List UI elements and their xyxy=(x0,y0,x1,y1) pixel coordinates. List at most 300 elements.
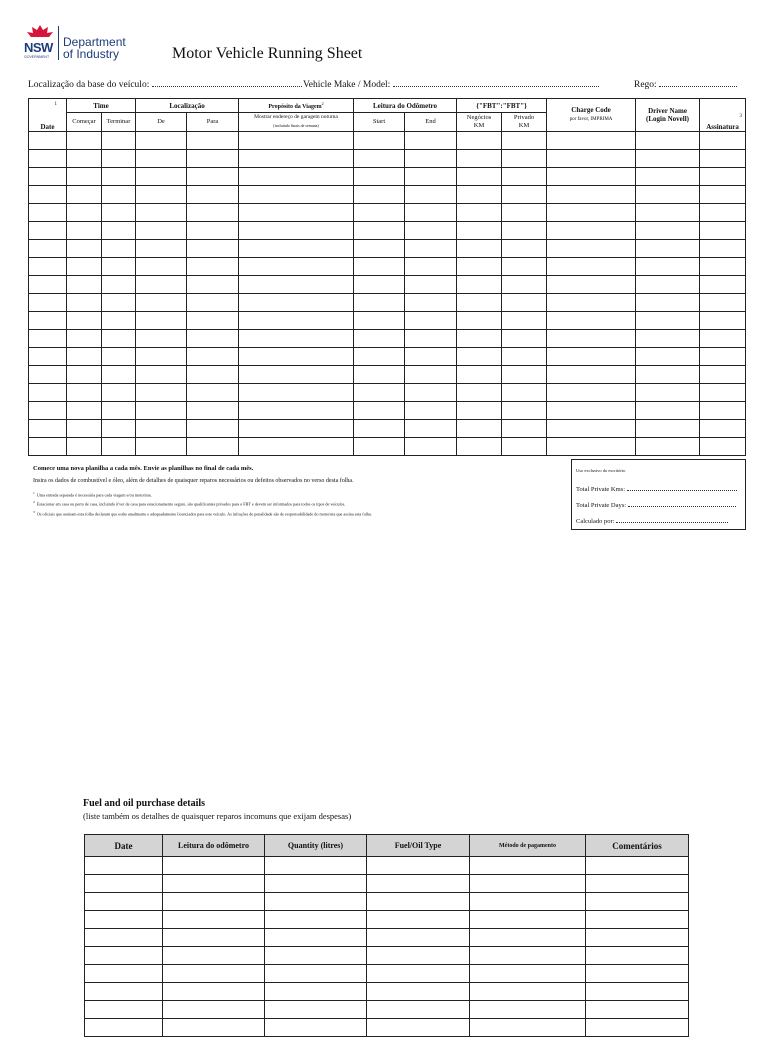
entry-cell[interactable] xyxy=(502,420,547,438)
entry-cell[interactable] xyxy=(29,276,67,294)
entry-cell[interactable] xyxy=(265,929,367,947)
entry-cell[interactable] xyxy=(636,402,700,420)
entry-cell[interactable] xyxy=(85,965,163,983)
entry-cell[interactable] xyxy=(239,276,354,294)
entry-cell[interactable] xyxy=(67,438,102,456)
entry-cell[interactable] xyxy=(405,348,457,366)
entry-cell[interactable] xyxy=(502,132,547,150)
entry-cell[interactable] xyxy=(367,983,470,1001)
entry-cell[interactable] xyxy=(102,168,136,186)
entry-cell[interactable] xyxy=(85,893,163,911)
entry-cell[interactable] xyxy=(67,276,102,294)
entry-cell[interactable] xyxy=(457,294,502,312)
entry-cell[interactable] xyxy=(457,276,502,294)
entry-cell[interactable] xyxy=(636,258,700,276)
entry-cell[interactable] xyxy=(265,965,367,983)
entry-cell[interactable] xyxy=(700,258,746,276)
entry-cell[interactable] xyxy=(187,330,239,348)
entry-cell[interactable] xyxy=(586,1001,689,1019)
total-private-kms-field[interactable]: Total Private Kms: xyxy=(576,484,737,493)
entry-cell[interactable] xyxy=(367,875,470,893)
entry-cell[interactable] xyxy=(547,222,636,240)
entry-cell[interactable] xyxy=(67,150,102,168)
entry-cell[interactable] xyxy=(136,258,187,276)
entry-cell[interactable] xyxy=(636,240,700,258)
entry-cell[interactable] xyxy=(29,132,67,150)
entry-cell[interactable] xyxy=(265,911,367,929)
entry-cell[interactable] xyxy=(187,222,239,240)
entry-cell[interactable] xyxy=(502,330,547,348)
entry-cell[interactable] xyxy=(457,402,502,420)
entry-cell[interactable] xyxy=(29,294,67,312)
entry-cell[interactable] xyxy=(102,150,136,168)
entry-cell[interactable] xyxy=(67,384,102,402)
entry-cell[interactable] xyxy=(85,947,163,965)
entry-cell[interactable] xyxy=(187,312,239,330)
entry-cell[interactable] xyxy=(136,384,187,402)
entry-cell[interactable] xyxy=(102,312,136,330)
entry-cell[interactable] xyxy=(67,186,102,204)
entry-cell[interactable] xyxy=(354,276,405,294)
entry-cell[interactable] xyxy=(354,348,405,366)
entry-cell[interactable] xyxy=(239,438,354,456)
entry-cell[interactable] xyxy=(85,857,163,875)
entry-cell[interactable] xyxy=(700,150,746,168)
entry-cell[interactable] xyxy=(239,402,354,420)
entry-cell[interactable] xyxy=(457,204,502,222)
entry-cell[interactable] xyxy=(265,893,367,911)
entry-cell[interactable] xyxy=(470,929,586,947)
entry-cell[interactable] xyxy=(700,294,746,312)
entry-cell[interactable] xyxy=(457,150,502,168)
entry-cell[interactable] xyxy=(29,330,67,348)
entry-cell[interactable] xyxy=(547,384,636,402)
vehicle-location-blank[interactable] xyxy=(152,78,302,87)
entry-cell[interactable] xyxy=(502,258,547,276)
entry-cell[interactable] xyxy=(405,384,457,402)
entry-cell[interactable] xyxy=(163,965,265,983)
entry-cell[interactable] xyxy=(457,348,502,366)
entry-cell[interactable] xyxy=(29,204,67,222)
entry-cell[interactable] xyxy=(67,240,102,258)
entry-cell[interactable] xyxy=(67,420,102,438)
entry-cell[interactable] xyxy=(700,438,746,456)
entry-cell[interactable] xyxy=(586,947,689,965)
entry-cell[interactable] xyxy=(102,438,136,456)
entry-cell[interactable] xyxy=(636,204,700,222)
entry-cell[interactable] xyxy=(502,150,547,168)
entry-cell[interactable] xyxy=(405,312,457,330)
entry-cell[interactable] xyxy=(163,875,265,893)
entry-cell[interactable] xyxy=(136,204,187,222)
entry-cell[interactable] xyxy=(136,276,187,294)
entry-cell[interactable] xyxy=(85,911,163,929)
entry-cell[interactable] xyxy=(265,947,367,965)
entry-cell[interactable] xyxy=(29,420,67,438)
entry-cell[interactable] xyxy=(67,258,102,276)
entry-cell[interactable] xyxy=(67,366,102,384)
entry-cell[interactable] xyxy=(102,222,136,240)
entry-cell[interactable] xyxy=(502,366,547,384)
entry-cell[interactable] xyxy=(470,1001,586,1019)
entry-cell[interactable] xyxy=(187,402,239,420)
entry-cell[interactable] xyxy=(136,330,187,348)
entry-cell[interactable] xyxy=(636,150,700,168)
entry-cell[interactable] xyxy=(547,150,636,168)
entry-cell[interactable] xyxy=(700,186,746,204)
entry-cell[interactable] xyxy=(67,168,102,186)
entry-cell[interactable] xyxy=(700,420,746,438)
entry-cell[interactable] xyxy=(547,366,636,384)
entry-cell[interactable] xyxy=(239,132,354,150)
entry-cell[interactable] xyxy=(700,132,746,150)
entry-cell[interactable] xyxy=(136,438,187,456)
entry-cell[interactable] xyxy=(102,366,136,384)
entry-cell[interactable] xyxy=(636,186,700,204)
entry-cell[interactable] xyxy=(187,366,239,384)
entry-cell[interactable] xyxy=(136,348,187,366)
entry-cell[interactable] xyxy=(239,384,354,402)
entry-cell[interactable] xyxy=(502,402,547,420)
entry-cell[interactable] xyxy=(636,276,700,294)
entry-cell[interactable] xyxy=(405,258,457,276)
entry-cell[interactable] xyxy=(700,204,746,222)
entry-cell[interactable] xyxy=(29,240,67,258)
entry-cell[interactable] xyxy=(136,168,187,186)
entry-cell[interactable] xyxy=(265,983,367,1001)
entry-cell[interactable] xyxy=(136,366,187,384)
entry-cell[interactable] xyxy=(29,348,67,366)
entry-cell[interactable] xyxy=(239,294,354,312)
entry-cell[interactable] xyxy=(547,438,636,456)
entry-cell[interactable] xyxy=(636,438,700,456)
entry-cell[interactable] xyxy=(700,366,746,384)
entry-cell[interactable] xyxy=(470,965,586,983)
entry-cell[interactable] xyxy=(102,240,136,258)
entry-cell[interactable] xyxy=(67,348,102,366)
entry-cell[interactable] xyxy=(354,222,405,240)
entry-cell[interactable] xyxy=(136,132,187,150)
entry-cell[interactable] xyxy=(163,911,265,929)
calculated-by-field[interactable]: Calculado por: xyxy=(576,516,728,525)
entry-cell[interactable] xyxy=(457,186,502,204)
entry-cell[interactable] xyxy=(163,893,265,911)
entry-cell[interactable] xyxy=(67,294,102,312)
entry-cell[interactable] xyxy=(457,132,502,150)
entry-cell[interactable] xyxy=(102,330,136,348)
entry-cell[interactable] xyxy=(547,330,636,348)
entry-cell[interactable] xyxy=(354,240,405,258)
entry-cell[interactable] xyxy=(187,186,239,204)
entry-cell[interactable] xyxy=(354,132,405,150)
entry-cell[interactable] xyxy=(136,420,187,438)
entry-cell[interactable] xyxy=(700,222,746,240)
entry-cell[interactable] xyxy=(405,150,457,168)
entry-cell[interactable] xyxy=(405,276,457,294)
entry-cell[interactable] xyxy=(367,1001,470,1019)
entry-cell[interactable] xyxy=(29,384,67,402)
entry-cell[interactable] xyxy=(457,366,502,384)
entry-cell[interactable] xyxy=(700,402,746,420)
entry-cell[interactable] xyxy=(470,857,586,875)
entry-cell[interactable] xyxy=(239,186,354,204)
entry-cell[interactable] xyxy=(187,258,239,276)
entry-cell[interactable] xyxy=(354,150,405,168)
entry-cell[interactable] xyxy=(636,132,700,150)
entry-cell[interactable] xyxy=(636,222,700,240)
entry-cell[interactable] xyxy=(367,947,470,965)
entry-cell[interactable] xyxy=(636,420,700,438)
entry-cell[interactable] xyxy=(354,258,405,276)
entry-cell[interactable] xyxy=(102,276,136,294)
entry-cell[interactable] xyxy=(547,168,636,186)
entry-cell[interactable] xyxy=(502,276,547,294)
entry-cell[interactable] xyxy=(102,258,136,276)
entry-cell[interactable] xyxy=(457,420,502,438)
entry-cell[interactable] xyxy=(239,204,354,222)
entry-cell[interactable] xyxy=(29,366,67,384)
entry-cell[interactable] xyxy=(187,420,239,438)
entry-cell[interactable] xyxy=(586,857,689,875)
entry-cell[interactable] xyxy=(636,168,700,186)
vehicle-make-field[interactable] xyxy=(303,78,599,90)
entry-cell[interactable] xyxy=(405,132,457,150)
entry-cell[interactable] xyxy=(354,204,405,222)
entry-cell[interactable] xyxy=(67,132,102,150)
entry-cell[interactable] xyxy=(239,258,354,276)
vehicle-location-field[interactable] xyxy=(28,78,302,90)
entry-cell[interactable] xyxy=(502,438,547,456)
entry-cell[interactable] xyxy=(700,330,746,348)
entry-cell[interactable] xyxy=(29,438,67,456)
rego-blank[interactable] xyxy=(659,78,737,87)
rego-field[interactable] xyxy=(634,78,737,90)
entry-cell[interactable] xyxy=(102,384,136,402)
entry-cell[interactable] xyxy=(29,222,67,240)
entry-cell[interactable] xyxy=(700,312,746,330)
entry-cell[interactable] xyxy=(586,983,689,1001)
entry-cell[interactable] xyxy=(367,929,470,947)
entry-cell[interactable] xyxy=(405,294,457,312)
entry-cell[interactable] xyxy=(239,420,354,438)
entry-cell[interactable] xyxy=(405,222,457,240)
entry-cell[interactable] xyxy=(502,294,547,312)
entry-cell[interactable] xyxy=(405,402,457,420)
entry-cell[interactable] xyxy=(102,294,136,312)
entry-cell[interactable] xyxy=(700,168,746,186)
entry-cell[interactable] xyxy=(547,186,636,204)
entry-cell[interactable] xyxy=(367,965,470,983)
entry-cell[interactable] xyxy=(586,911,689,929)
entry-cell[interactable] xyxy=(586,1019,689,1037)
entry-cell[interactable] xyxy=(470,875,586,893)
entry-cell[interactable] xyxy=(547,294,636,312)
entry-cell[interactable] xyxy=(187,240,239,258)
entry-cell[interactable] xyxy=(470,983,586,1001)
entry-cell[interactable] xyxy=(85,1001,163,1019)
entry-cell[interactable] xyxy=(239,150,354,168)
entry-cell[interactable] xyxy=(636,384,700,402)
entry-cell[interactable] xyxy=(136,150,187,168)
entry-cell[interactable] xyxy=(29,150,67,168)
entry-cell[interactable] xyxy=(457,168,502,186)
entry-cell[interactable] xyxy=(470,893,586,911)
entry-cell[interactable] xyxy=(367,857,470,875)
entry-cell[interactable] xyxy=(405,240,457,258)
entry-cell[interactable] xyxy=(102,402,136,420)
entry-cell[interactable] xyxy=(29,168,67,186)
entry-cell[interactable] xyxy=(136,186,187,204)
total-private-days-field[interactable]: Total Private Days: xyxy=(576,500,736,509)
entry-cell[interactable] xyxy=(265,875,367,893)
entry-cell[interactable] xyxy=(547,420,636,438)
entry-cell[interactable] xyxy=(354,384,405,402)
entry-cell[interactable] xyxy=(502,240,547,258)
entry-cell[interactable] xyxy=(405,438,457,456)
entry-cell[interactable] xyxy=(67,330,102,348)
entry-cell[interactable] xyxy=(29,402,67,420)
entry-cell[interactable] xyxy=(102,204,136,222)
entry-cell[interactable] xyxy=(354,330,405,348)
entry-cell[interactable] xyxy=(547,276,636,294)
entry-cell[interactable] xyxy=(29,258,67,276)
entry-cell[interactable] xyxy=(405,330,457,348)
entry-cell[interactable] xyxy=(239,168,354,186)
entry-cell[interactable] xyxy=(547,258,636,276)
entry-cell[interactable] xyxy=(239,240,354,258)
entry-cell[interactable] xyxy=(239,330,354,348)
entry-cell[interactable] xyxy=(187,204,239,222)
entry-cell[interactable] xyxy=(102,348,136,366)
entry-cell[interactable] xyxy=(405,186,457,204)
entry-cell[interactable] xyxy=(187,132,239,150)
entry-cell[interactable] xyxy=(502,384,547,402)
entry-cell[interactable] xyxy=(405,420,457,438)
entry-cell[interactable] xyxy=(470,911,586,929)
entry-cell[interactable] xyxy=(457,222,502,240)
entry-cell[interactable] xyxy=(354,168,405,186)
entry-cell[interactable] xyxy=(547,132,636,150)
entry-cell[interactable] xyxy=(187,438,239,456)
entry-cell[interactable] xyxy=(187,384,239,402)
entry-cell[interactable] xyxy=(405,168,457,186)
entry-cell[interactable] xyxy=(586,965,689,983)
entry-cell[interactable] xyxy=(457,240,502,258)
entry-cell[interactable] xyxy=(265,857,367,875)
entry-cell[interactable] xyxy=(367,911,470,929)
entry-cell[interactable] xyxy=(547,204,636,222)
entry-cell[interactable] xyxy=(700,384,746,402)
entry-cell[interactable] xyxy=(502,222,547,240)
entry-cell[interactable] xyxy=(636,348,700,366)
entry-cell[interactable] xyxy=(502,312,547,330)
entry-cell[interactable] xyxy=(636,330,700,348)
entry-cell[interactable] xyxy=(163,947,265,965)
entry-cell[interactable] xyxy=(354,312,405,330)
entry-cell[interactable] xyxy=(586,875,689,893)
entry-cell[interactable] xyxy=(502,168,547,186)
entry-cell[interactable] xyxy=(163,1019,265,1037)
entry-cell[interactable] xyxy=(163,983,265,1001)
entry-cell[interactable] xyxy=(547,312,636,330)
entry-cell[interactable] xyxy=(136,402,187,420)
entry-cell[interactable] xyxy=(354,366,405,384)
entry-cell[interactable] xyxy=(636,312,700,330)
entry-cell[interactable] xyxy=(470,1019,586,1037)
entry-cell[interactable] xyxy=(457,438,502,456)
entry-cell[interactable] xyxy=(700,240,746,258)
entry-cell[interactable] xyxy=(85,1019,163,1037)
entry-cell[interactable] xyxy=(502,204,547,222)
entry-cell[interactable] xyxy=(405,366,457,384)
entry-cell[interactable] xyxy=(405,204,457,222)
entry-cell[interactable] xyxy=(67,312,102,330)
entry-cell[interactable] xyxy=(265,1001,367,1019)
entry-cell[interactable] xyxy=(239,366,354,384)
entry-cell[interactable] xyxy=(85,875,163,893)
entry-cell[interactable] xyxy=(67,222,102,240)
entry-cell[interactable] xyxy=(29,312,67,330)
entry-cell[interactable] xyxy=(187,348,239,366)
entry-cell[interactable] xyxy=(636,294,700,312)
entry-cell[interactable] xyxy=(163,857,265,875)
entry-cell[interactable] xyxy=(85,983,163,1001)
entry-cell[interactable] xyxy=(136,294,187,312)
entry-cell[interactable] xyxy=(102,132,136,150)
entry-cell[interactable] xyxy=(586,929,689,947)
entry-cell[interactable] xyxy=(187,150,239,168)
entry-cell[interactable] xyxy=(457,330,502,348)
entry-cell[interactable] xyxy=(187,294,239,312)
entry-cell[interactable] xyxy=(163,1001,265,1019)
entry-cell[interactable] xyxy=(457,384,502,402)
entry-cell[interactable] xyxy=(586,893,689,911)
entry-cell[interactable] xyxy=(547,402,636,420)
entry-cell[interactable] xyxy=(457,312,502,330)
entry-cell[interactable] xyxy=(354,420,405,438)
entry-cell[interactable] xyxy=(239,222,354,240)
entry-cell[interactable] xyxy=(239,312,354,330)
vehicle-make-blank[interactable] xyxy=(393,78,599,87)
entry-cell[interactable] xyxy=(502,348,547,366)
entry-cell[interactable] xyxy=(102,186,136,204)
entry-cell[interactable] xyxy=(700,348,746,366)
entry-cell[interactable] xyxy=(85,929,163,947)
entry-cell[interactable] xyxy=(136,312,187,330)
entry-cell[interactable] xyxy=(29,186,67,204)
entry-cell[interactable] xyxy=(102,420,136,438)
entry-cell[interactable] xyxy=(457,258,502,276)
entry-cell[interactable] xyxy=(354,402,405,420)
entry-cell[interactable] xyxy=(67,204,102,222)
entry-cell[interactable] xyxy=(354,186,405,204)
entry-cell[interactable] xyxy=(136,240,187,258)
entry-cell[interactable] xyxy=(547,348,636,366)
entry-cell[interactable] xyxy=(367,893,470,911)
entry-cell[interactable] xyxy=(636,366,700,384)
entry-cell[interactable] xyxy=(470,947,586,965)
entry-cell[interactable] xyxy=(354,438,405,456)
entry-cell[interactable] xyxy=(354,294,405,312)
entry-cell[interactable] xyxy=(502,186,547,204)
entry-cell[interactable] xyxy=(187,168,239,186)
entry-cell[interactable] xyxy=(547,240,636,258)
entry-cell[interactable] xyxy=(265,1019,367,1037)
entry-cell[interactable] xyxy=(67,402,102,420)
entry-cell[interactable] xyxy=(367,1019,470,1037)
entry-cell[interactable] xyxy=(239,348,354,366)
entry-cell[interactable] xyxy=(163,929,265,947)
